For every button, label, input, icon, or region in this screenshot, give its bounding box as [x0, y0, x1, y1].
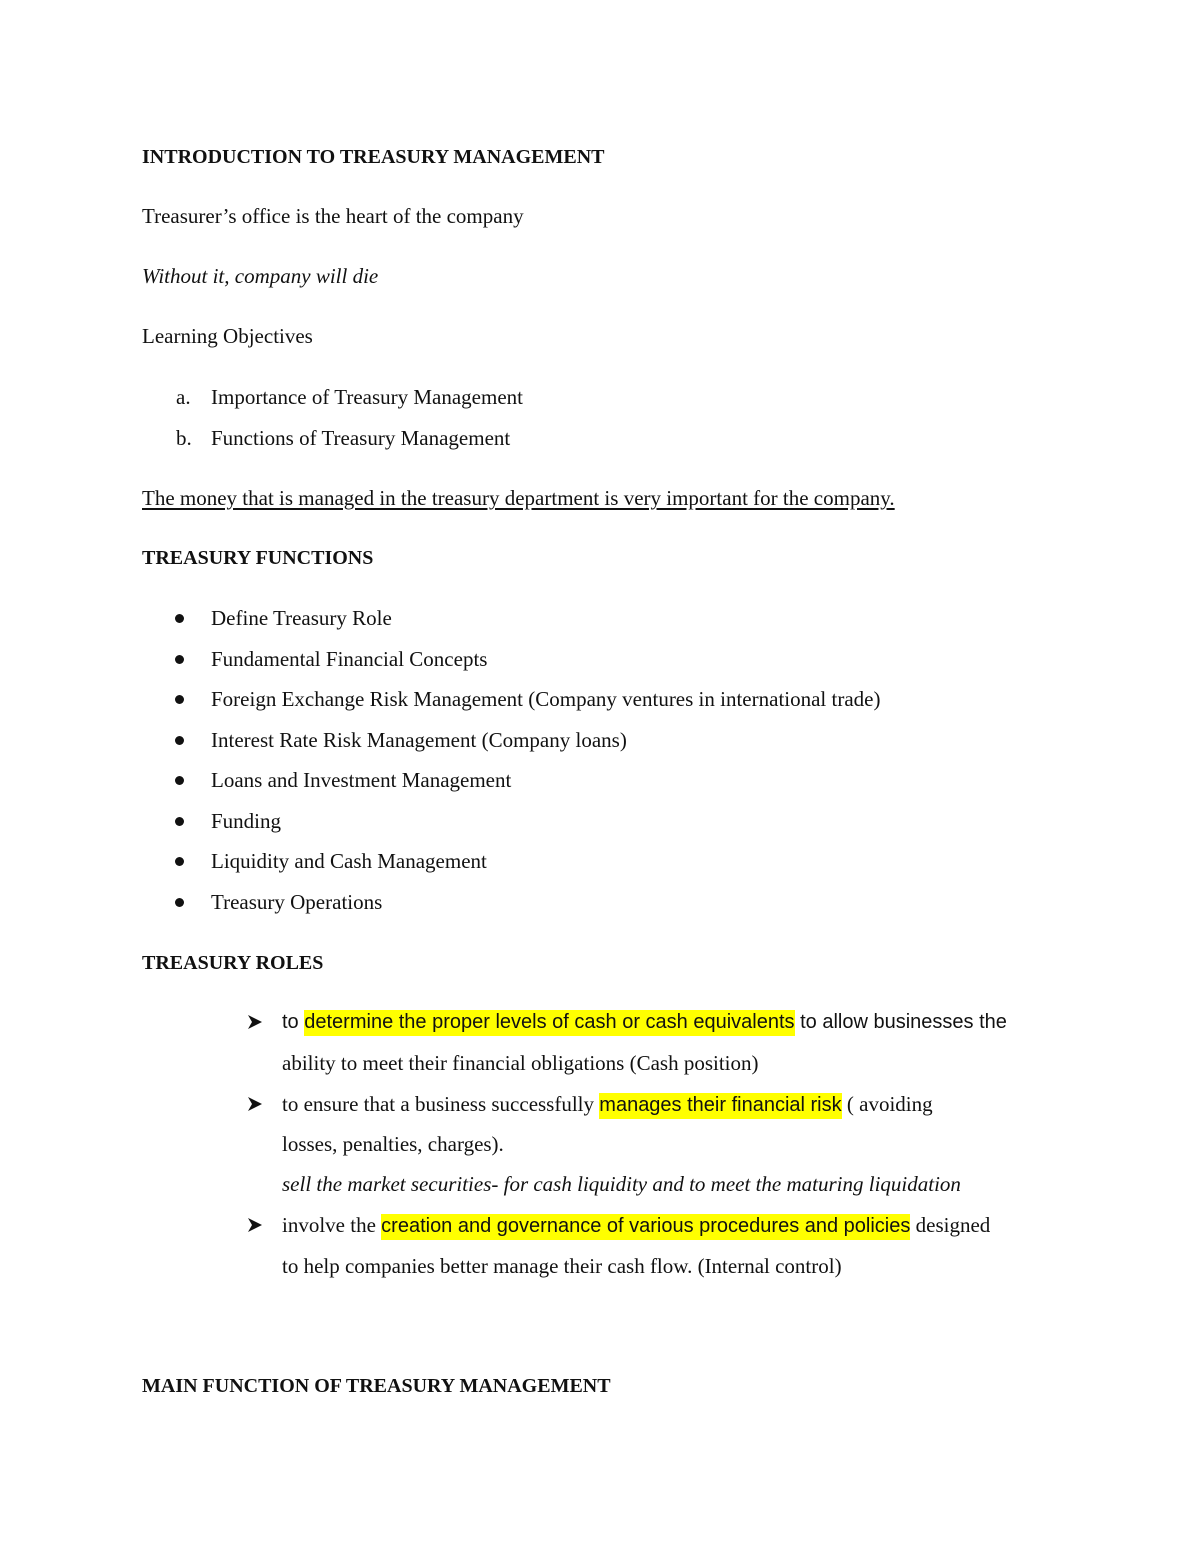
document-title: INTRODUCTION TO TREASURY MANAGEMENT	[142, 146, 605, 168]
role-item-3-continuation: to help companies better manage their cash flow. (Internal control)	[282, 1254, 842, 1278]
list-marker: b.	[176, 426, 192, 450]
objectives-label: Learning Objectives	[142, 324, 313, 348]
bullet-dot	[175, 817, 184, 826]
list-item: Functions of Treasury Management	[211, 426, 511, 450]
list-item: Fundamental Financial Concepts	[211, 647, 488, 671]
role-text-post: designed	[910, 1213, 991, 1237]
list-item: Loans and Investment Management	[211, 768, 512, 792]
functions-heading: TREASURY FUNCTIONS	[142, 547, 374, 569]
role-text-post: ( avoiding	[841, 1092, 933, 1116]
list-item: Define Treasury Role	[211, 606, 392, 630]
bullet-dot	[175, 857, 184, 866]
bullet-dot	[175, 736, 184, 745]
role-item-1	[282, 1012, 1007, 1032]
role-text-post: to allow businesses the	[794, 1011, 1007, 1033]
role-item-2-continuation: losses, penalties, charges).	[282, 1132, 504, 1156]
list-item: Foreign Exchange Risk Management (Company ventures in international trade)	[211, 687, 881, 711]
arrow-bullet-icon	[246, 1013, 264, 1031]
intro-italic-note: Without it, company will die	[142, 264, 379, 288]
main-function-heading: MAIN FUNCTION OF TREASURY MANAGEMENT	[142, 1375, 611, 1397]
list-item: Liquidity and Cash Management	[211, 849, 487, 873]
arrow-bullet-icon	[246, 1095, 264, 1113]
list-marker: a.	[176, 385, 191, 409]
highlighted-text: manages their financial risk	[599, 1093, 841, 1119]
bullet-dot	[175, 655, 184, 664]
list-item: Treasury Operations	[211, 890, 383, 914]
list-item: Importance of Treasury Management	[211, 385, 523, 409]
roles-heading: TREASURY ROLES	[142, 952, 324, 974]
bullet-dot	[175, 776, 184, 785]
arrow-bullet-icon	[246, 1216, 264, 1234]
intro-line: Treasurer’s office is the heart of the company	[142, 204, 524, 228]
role-text-pre: to ensure that a business successfully	[282, 1092, 600, 1116]
list-item: Interest Rate Risk Management (Company loans)	[211, 728, 627, 752]
highlighted-text: creation and governance of various procedures and policies	[381, 1214, 910, 1240]
role-item-3	[282, 1215, 990, 1236]
role-item-2	[282, 1094, 933, 1115]
list-item: Funding	[211, 809, 282, 833]
bullet-dot	[175, 898, 184, 907]
bullet-dot	[175, 695, 184, 704]
role-text-pre: involve the	[282, 1213, 382, 1237]
role-text-pre: to	[282, 1011, 305, 1033]
highlighted-text: determine the proper levels of cash or cash equivalents	[304, 1010, 794, 1036]
bullet-dot	[175, 614, 184, 623]
role-item-1-continuation: ability to meet their financial obligations (Cash position)	[282, 1051, 759, 1075]
underlined-statement: The money that is managed in the treasury department is very important for the company.	[142, 486, 895, 510]
role-item-2-note: sell the market securities- for cash liquidity and to meet the maturing liquidation	[282, 1172, 961, 1196]
